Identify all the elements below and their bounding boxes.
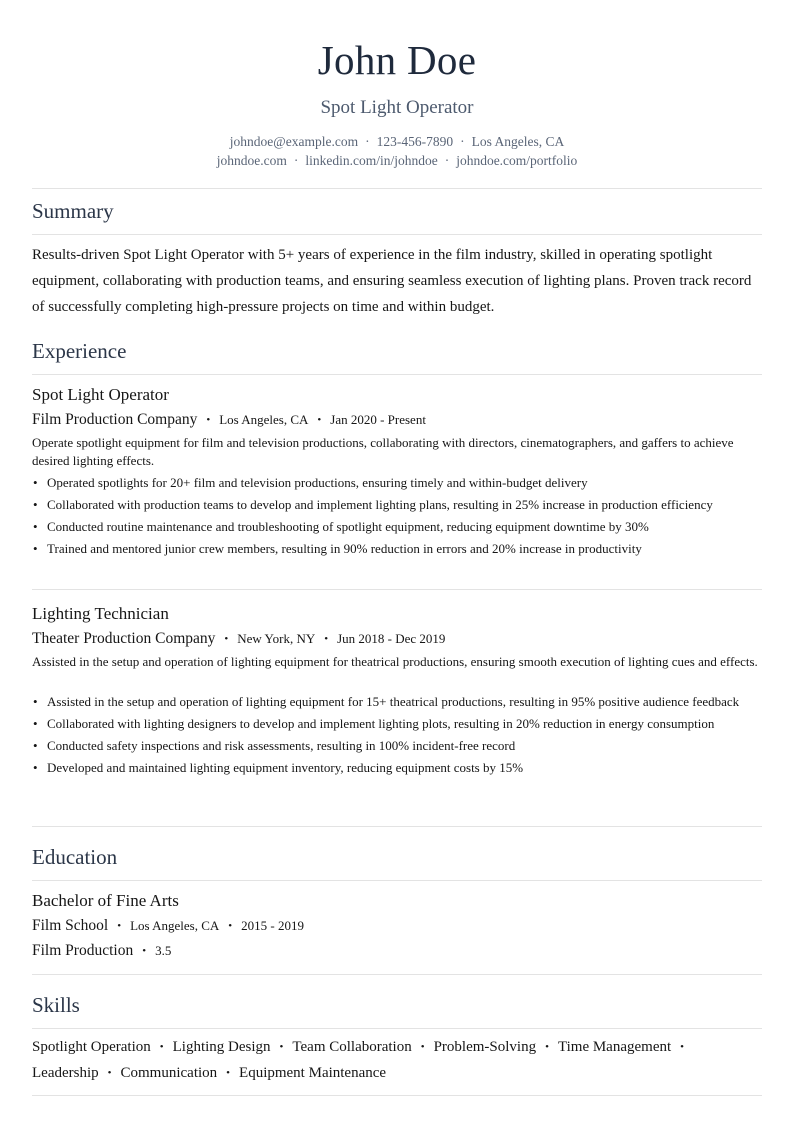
divider: [32, 589, 762, 590]
candidate-title: Spot Light Operator: [320, 97, 474, 118]
list-item: • Operated spotlights for 20+ film and television productions, ensuring timely and within-budget delivery: [32, 474, 762, 492]
divider: [32, 974, 762, 975]
bullet-separator: •: [226, 1067, 231, 1079]
section-heading-experience: Experience: [32, 339, 127, 363]
skills-list: [32, 1035, 762, 1087]
job-location: New York, NY: [237, 631, 316, 646]
education-meta: [32, 916, 304, 937]
skill-item: Time Management: [557, 1039, 672, 1055]
job-location: Los Angeles, CA: [219, 412, 309, 427]
bullet-separator: •: [545, 1041, 549, 1053]
degree-title: Bachelor of Fine Arts: [32, 891, 179, 910]
bullet-separator: •: [107, 1067, 112, 1079]
skill-item: Spotlight Operation: [32, 1039, 151, 1055]
contact-row-1: [32, 132, 762, 151]
job-company: Theater Production Company: [32, 630, 216, 647]
contact-location: Los Angeles, CA: [471, 134, 565, 149]
bullet-separator: •: [228, 920, 233, 932]
contact-website[interactable]: johndoe.com: [216, 153, 287, 168]
bullet-separator: •: [117, 920, 122, 932]
divider: [32, 880, 762, 881]
school-location: Los Angeles, CA: [130, 918, 220, 933]
job-dates: Jan 2020 - Present: [330, 412, 426, 427]
education-dates: 2015 - 2019: [241, 918, 304, 933]
bullet-separator: •: [317, 414, 322, 426]
section-heading-skills: Skills: [32, 993, 80, 1017]
candidate-name: John Doe: [317, 37, 477, 83]
list-item: • Developed and maintained lighting equipment inventory, reducing equipment costs by 15%: [32, 759, 762, 777]
divider: [32, 188, 762, 189]
job-meta: [32, 629, 445, 650]
resume-page: [32, 0, 762, 1081]
contact-separator: ·: [444, 153, 450, 168]
job-achievements: [32, 474, 762, 562]
contact-email[interactable]: johndoe@example.com: [229, 134, 359, 149]
list-item: • Collaborated with production teams to develop and implement lighting plans, resulting in 25% increase in production efficiency: [32, 496, 762, 514]
divider: [32, 1028, 762, 1029]
contact-linkedin[interactable]: linkedin.com/in/johndoe: [305, 153, 438, 168]
job-title: Spot Light Operator: [32, 385, 169, 404]
list-item: • Collaborated with lighting designers to develop and implement lighting plots, resulting in 20% reduction in energy consumption: [32, 715, 762, 733]
resume-header: [32, 0, 762, 170]
skill-item: Communication: [120, 1065, 218, 1081]
bullet-separator: •: [206, 414, 211, 426]
skill-item: Leadership: [32, 1065, 99, 1081]
contact-separator: ·: [365, 134, 370, 149]
contact-portfolio[interactable]: johndoe.com/portfolio: [456, 153, 578, 168]
gpa: 3.5: [155, 943, 172, 958]
contact-separator: ·: [293, 153, 299, 168]
contact-separator: ·: [460, 134, 465, 149]
skill-item: Team Collaboration: [292, 1039, 412, 1055]
skill-item: Problem-Solving: [433, 1039, 537, 1055]
school-name: Film School: [32, 917, 109, 934]
list-item: • Conducted routine maintenance and troubleshooting of spotlight equipment, reducing equipment downtime by 30%: [32, 518, 762, 536]
bullet-separator: •: [224, 633, 229, 645]
divider: [32, 1095, 762, 1096]
bullet-separator: •: [279, 1041, 284, 1053]
bullet-separator: •: [159, 1041, 164, 1053]
divider: [32, 826, 762, 827]
job-meta: [32, 410, 426, 431]
education-field-meta: [32, 941, 171, 962]
summary-text: Results-driven Spot Light Operator with 5+ years of experience in the film industry, skilled in operating spotlight equipment, collaborating with production teams, and ensuring seamless execution of lighting plans. Proven track record of successfully completing high-pressure projects on time and within budget.: [32, 247, 752, 315]
bullet-separator: •: [680, 1041, 685, 1053]
job-description: Operate spotlight equipment for film and television productions, collaborating with directors, cinematographers, and gaffers to achieve desired lighting effects.: [32, 435, 734, 468]
list-item: • Trained and mentored junior crew members, resulting in 90% reduction in errors and 20% increase in productivity: [32, 540, 762, 558]
skill-item: Lighting Design: [172, 1039, 271, 1055]
list-item: • Conducted safety inspections and risk assessments, resulting in 100% incident-free record: [32, 737, 762, 755]
field-of-study: Film Production: [32, 942, 134, 959]
bullet-separator: •: [142, 945, 147, 957]
contact-phone[interactable]: 123-456-7890: [376, 134, 454, 149]
bullet-separator: •: [420, 1041, 425, 1053]
job-title: Lighting Technician: [32, 604, 169, 623]
skill-item: Equipment Maintenance: [239, 1065, 387, 1081]
job-description: Assisted in the setup and operation of lighting equipment for theatrical productions, ensuring smooth execution of lighting cues and effects.: [32, 654, 758, 669]
section-heading-education: Education: [32, 845, 118, 869]
list-item: • Assisted in the setup and operation of lighting equipment for 15+ theatrical productions, resulting in 95% positive audience feedback: [32, 693, 762, 711]
contact-row-2: [32, 151, 762, 170]
bullet-separator: •: [324, 633, 329, 645]
divider: [32, 374, 762, 375]
section-heading-summary: Summary: [32, 199, 114, 223]
divider: [32, 234, 762, 235]
job-company: Film Production Company: [32, 411, 198, 428]
job-dates: Jun 2018 - Dec 2019: [337, 631, 446, 646]
job-achievements: [32, 693, 762, 781]
